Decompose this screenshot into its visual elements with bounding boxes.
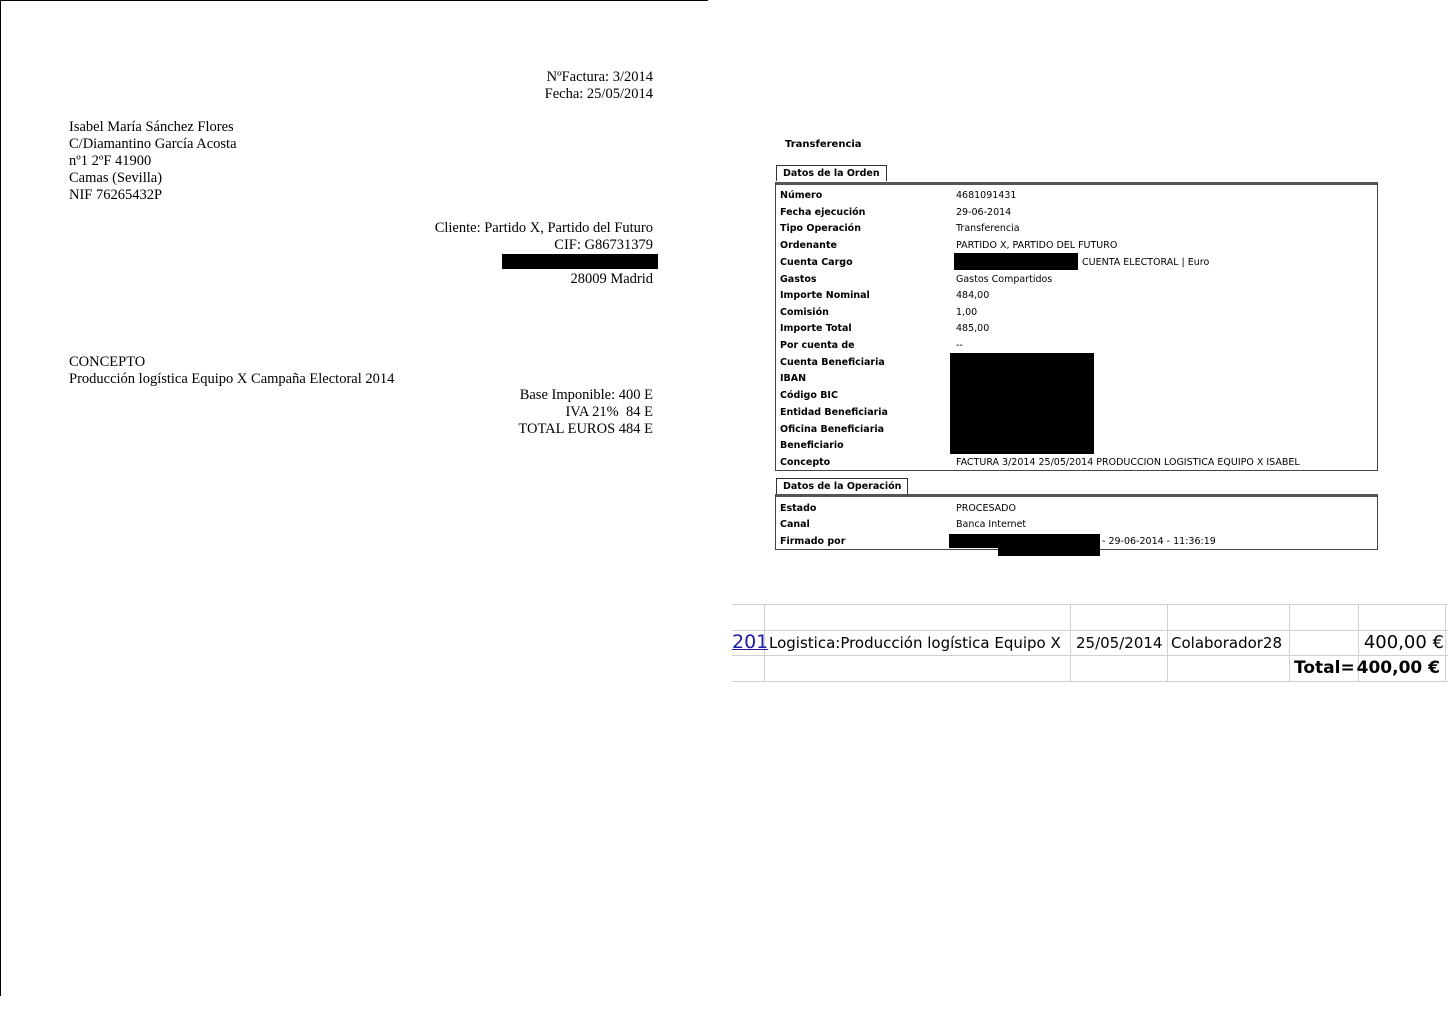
order-row-label: Entidad Beneficiaria [780, 407, 888, 418]
sheet-gridline [1445, 604, 1446, 682]
redacted-beneficiary-details [950, 353, 1094, 454]
order-row-label: Concepto [780, 457, 831, 468]
vat-amount: IVA 21% 84 E [565, 404, 653, 420]
operation-row-label: Firmado por [780, 536, 846, 547]
total-value: 400,00 € [1356, 658, 1440, 678]
entry-id-link[interactable]: 201 [732, 631, 769, 653]
totals-block [518, 387, 653, 438]
operation-row-value: PROCESADO [956, 503, 1016, 514]
order-row-value: 485,00 [956, 323, 990, 334]
issuer-nif: NIF 76265432P [69, 187, 163, 203]
issuer-name: Isabel María Sánchez Flores [69, 119, 234, 135]
document-top-border [0, 0, 708, 1]
client-block [435, 220, 653, 254]
order-row-label: Importe Nominal [780, 290, 870, 301]
order-row-value: CUENTA ELECTORAL | Euro [1082, 257, 1210, 268]
redacted-account-number [954, 253, 1078, 270]
operation-row-value: - 29-06-2014 - 11:36:19 [1102, 536, 1216, 547]
operation-section-tab: Datos de la Operación [776, 478, 908, 494]
order-row-value: 29-06-2014 [956, 207, 1012, 218]
client-city: 28009 Madrid [570, 271, 653, 287]
issuer-floor-postcode: nº1 2ºF 41900 [69, 153, 152, 169]
sheet-gridline [732, 630, 1448, 631]
invoice-date: Fecha: 25/05/2014 [544, 86, 653, 102]
order-row-label: Comisión [780, 307, 829, 318]
order-row-label: Fecha ejecución [780, 207, 866, 218]
entry-date: 25/05/2014 [1076, 634, 1163, 652]
order-row-label: Cuenta Cargo [780, 257, 853, 268]
sheet-gridline [1070, 604, 1071, 682]
order-row-value: Transferencia [956, 223, 1020, 234]
order-row-label: IBAN [780, 373, 807, 384]
order-row-label: Cuenta Beneficiaria [780, 357, 885, 368]
operation-row-label: Canal [780, 519, 810, 530]
order-row-label: Por cuenta de [780, 340, 855, 351]
order-row-value: -- [956, 340, 963, 351]
issuer-city: Camas (Sevilla) [69, 170, 163, 186]
redacted-client-address [502, 254, 658, 269]
redacted-signer-a [949, 534, 1001, 548]
total-label: Total= [1294, 658, 1355, 678]
issuer-block [69, 119, 237, 204]
sheet-gridline [732, 655, 1448, 656]
concept-block [69, 354, 394, 388]
order-row-value: 1,00 [956, 307, 978, 318]
order-row-label: Número [780, 190, 823, 201]
invoice-total: TOTAL EUROS 484 E [518, 421, 653, 437]
entry-collaborator: Colaborador28 [1171, 634, 1283, 652]
order-row-value: PARTIDO X, PARTIDO DEL FUTURO [956, 240, 1118, 251]
sheet-gridline [1167, 604, 1168, 682]
sheet-gridline [732, 604, 1448, 605]
order-section-tab: Datos de la Orden [776, 165, 887, 181]
order-row-label: Tipo Operación [780, 223, 861, 234]
client-name: Cliente: Partido X, Partido del Futuro [434, 220, 653, 236]
order-row-value: 4681091431 [956, 190, 1017, 201]
order-row-label: Oficina Beneficiaria [780, 424, 885, 435]
order-row-value: 484,00 [956, 290, 990, 301]
invoice-number: NºFactura: 3/2014 [546, 69, 653, 85]
invoice-header [545, 69, 653, 103]
order-row-label: Beneficiario [780, 440, 844, 451]
order-row-label: Gastos [780, 274, 817, 285]
concept-heading: CONCEPTO [69, 354, 146, 370]
operation-row-value: Banca Internet [956, 519, 1027, 530]
concept-text: Producción logística Equipo X Campaña Electoral 2014 [69, 371, 395, 387]
order-row-label: Importe Total [780, 323, 852, 334]
expense-sheet [732, 604, 1448, 682]
sheet-gridline [732, 681, 1448, 682]
redacted-signer-b [998, 534, 1100, 556]
client-cif: CIF: G86731379 [554, 237, 653, 253]
order-row-label: Código BIC [780, 390, 838, 401]
issuer-street: C/Diamantino García Acosta [69, 136, 237, 152]
order-row-value: FACTURA 3/2014 25/05/2014 PRODUCCION LOGISTICA EQUIPO X ISABEL [956, 457, 1300, 468]
entry-description: Logistica:Producción logística Equipo X [769, 634, 1061, 652]
operation-row-label: Estado [780, 503, 817, 514]
entry-amount: 400,00 € [1363, 632, 1444, 653]
transfer-title: Transferencia [785, 139, 862, 150]
order-row-value: Gastos Compartidos [956, 274, 1053, 285]
tax-base: Base Imponible: 400 E [519, 387, 653, 403]
document-left-border [0, 0, 1, 996]
order-row-label: Ordenante [780, 240, 837, 251]
sheet-gridline [1289, 604, 1290, 682]
